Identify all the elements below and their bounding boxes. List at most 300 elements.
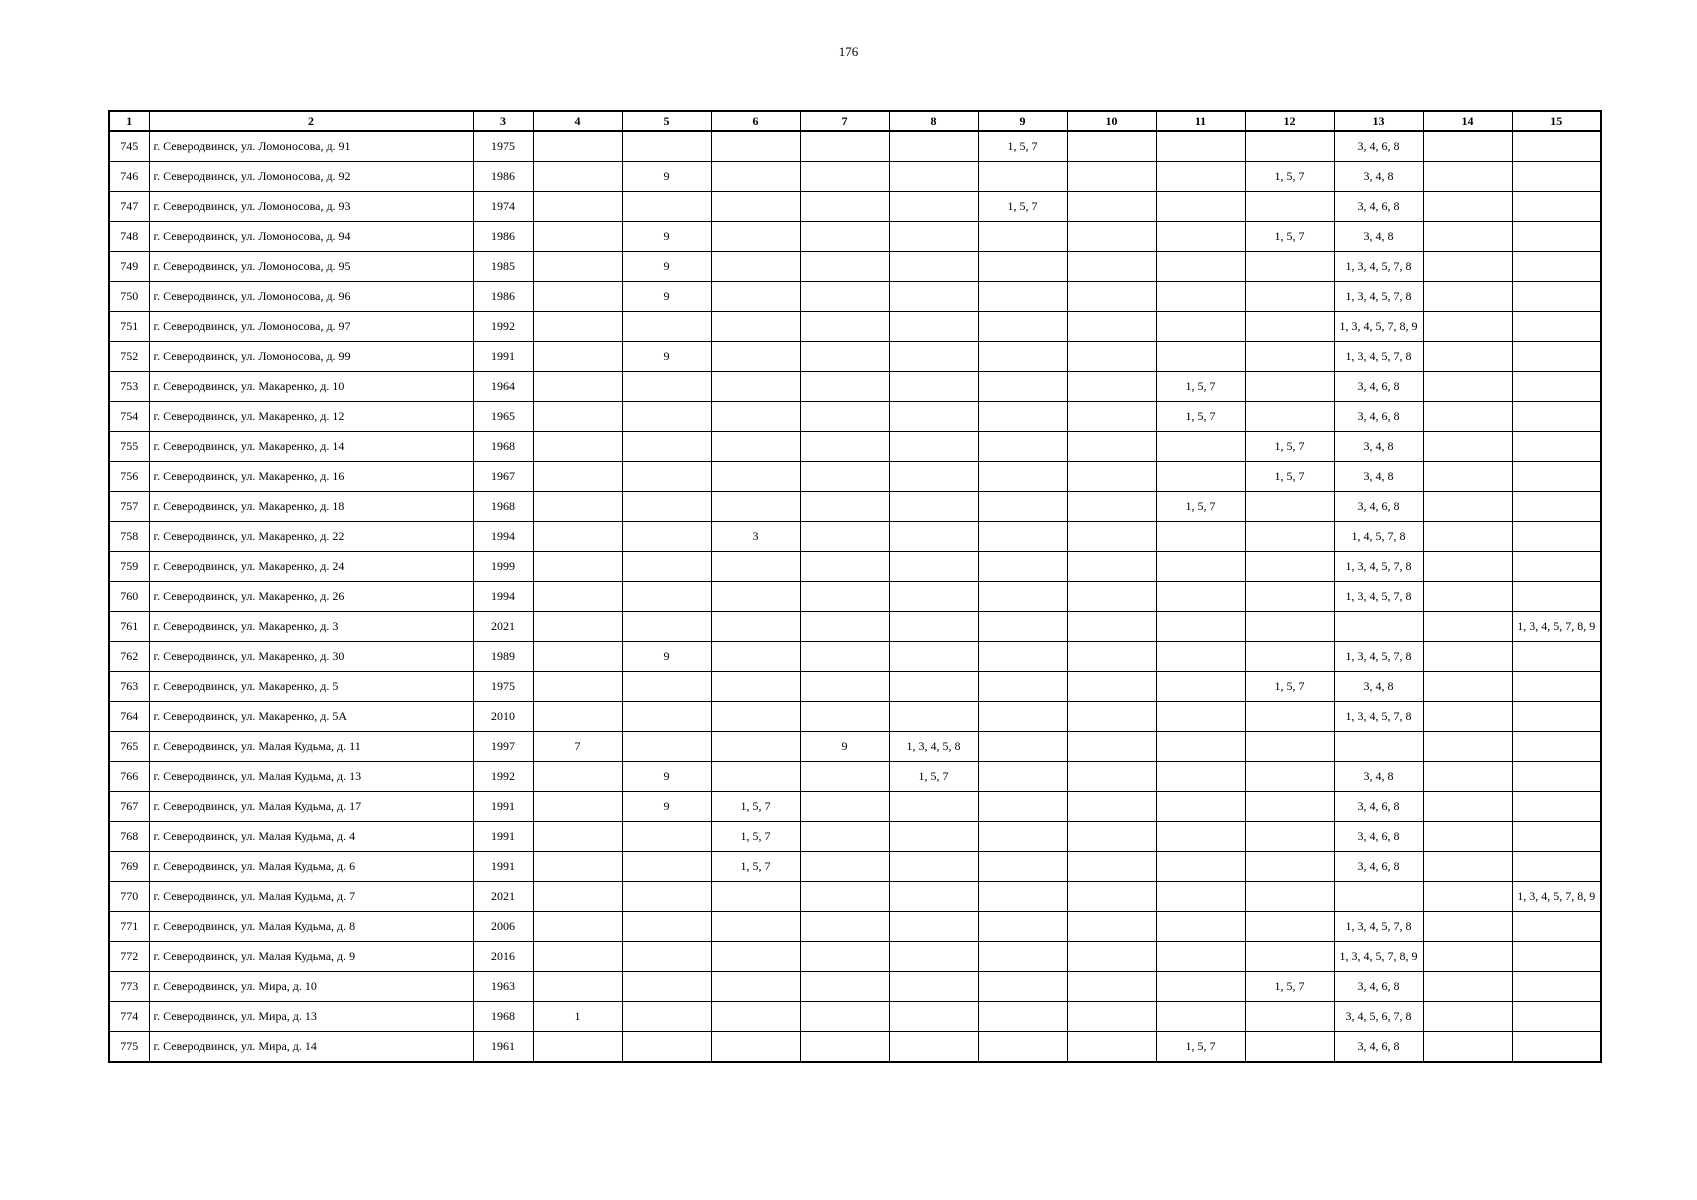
table-cell: [800, 1002, 889, 1032]
row-number-cell: 754: [109, 402, 149, 432]
table-cell: [978, 372, 1067, 402]
table-cell: [1512, 162, 1601, 192]
year-cell: 1968: [473, 492, 533, 522]
table-cell: [800, 642, 889, 672]
table-cell: [1512, 702, 1601, 732]
table-cell: 3, 4, 5, 6, 7, 8: [1334, 1002, 1423, 1032]
year-cell: 1964: [473, 372, 533, 402]
table-cell: [711, 972, 800, 1002]
year-cell: 1968: [473, 1002, 533, 1032]
table-cell: [1067, 612, 1156, 642]
table-cell: 1, 5, 7: [889, 762, 978, 792]
year-cell: 1991: [473, 822, 533, 852]
address-cell: г. Северодвинск, ул. Малая Кудьма, д. 17: [149, 792, 473, 822]
address-cell: г. Северодвинск, ул. Малая Кудьма, д. 13: [149, 762, 473, 792]
table-cell: [800, 792, 889, 822]
table-cell: 3, 4, 6, 8: [1334, 972, 1423, 1002]
table-cell: [711, 312, 800, 342]
table-cell: 1, 3, 4, 5, 7, 8: [1334, 342, 1423, 372]
table-row: [109, 402, 1601, 432]
table-cell: [978, 882, 1067, 912]
table-cell: [1423, 852, 1512, 882]
year-cell: 1994: [473, 582, 533, 612]
table-cell: [533, 912, 622, 942]
year-cell: 1975: [473, 672, 533, 702]
table-cell: [1334, 882, 1423, 912]
year-cell: 2021: [473, 612, 533, 642]
table-cell: [978, 732, 1067, 762]
table-cell: [711, 372, 800, 402]
address-cell: г. Северодвинск, ул. Макаренко, д. 5А: [149, 702, 473, 732]
address-cell: г. Северодвинск, ул. Ломоносова, д. 93: [149, 192, 473, 222]
table-cell: 1, 3, 4, 5, 7, 8, 9: [1512, 612, 1601, 642]
table-cell: [1423, 582, 1512, 612]
table-cell: [622, 702, 711, 732]
column-header-2: 2: [149, 111, 473, 131]
table-cell: [1156, 312, 1245, 342]
table-cell: [978, 822, 1067, 852]
table-cell: [533, 822, 622, 852]
table-cell: [533, 342, 622, 372]
table-cell: [1423, 312, 1512, 342]
table-cell: [622, 882, 711, 912]
table-cell: [711, 942, 800, 972]
table-cell: [711, 462, 800, 492]
table-cell: 9: [622, 252, 711, 282]
column-header-3: 3: [473, 111, 533, 131]
row-number-cell: 761: [109, 612, 149, 642]
table-cell: [622, 131, 711, 162]
row-number-cell: 766: [109, 762, 149, 792]
table-cell: [622, 462, 711, 492]
table-cell: [978, 672, 1067, 702]
table-cell: 1, 3, 4, 5, 7, 8, 9: [1512, 882, 1601, 912]
table-cell: [1067, 402, 1156, 432]
table-cell: [1245, 522, 1334, 552]
row-number-cell: 745: [109, 131, 149, 162]
table-cell: [978, 1002, 1067, 1032]
table-cell: [711, 432, 800, 462]
table-cell: [711, 882, 800, 912]
table-cell: [889, 222, 978, 252]
table-cell: [1512, 1032, 1601, 1063]
table-row: [109, 1002, 1601, 1032]
table-cell: [800, 672, 889, 702]
table-cell: [889, 1002, 978, 1032]
table-cell: [1512, 222, 1601, 252]
table-cell: 1, 3, 4, 5, 7, 8: [1334, 582, 1423, 612]
table-row: [109, 162, 1601, 192]
table-cell: [889, 582, 978, 612]
table-cell: [978, 612, 1067, 642]
table-cell: [533, 672, 622, 702]
table-row: [109, 462, 1601, 492]
table-cell: [533, 642, 622, 672]
table-cell: [1067, 852, 1156, 882]
table-cell: [711, 222, 800, 252]
table-cell: [800, 822, 889, 852]
table-cell: 3, 4, 8: [1334, 162, 1423, 192]
table-cell: [1334, 612, 1423, 642]
table-cell: [533, 852, 622, 882]
table-cell: [1067, 822, 1156, 852]
table-cell: [622, 372, 711, 402]
column-header-11: 11: [1156, 111, 1245, 131]
address-cell: г. Северодвинск, ул. Макаренко, д. 30: [149, 642, 473, 672]
table-cell: [800, 1032, 889, 1063]
table-cell: [533, 582, 622, 612]
table-row: [109, 192, 1601, 222]
address-cell: г. Северодвинск, ул. Макаренко, д. 3: [149, 612, 473, 642]
table-cell: [1512, 912, 1601, 942]
table-cell: [1245, 582, 1334, 612]
column-header-6: 6: [711, 111, 800, 131]
table-cell: 3: [711, 522, 800, 552]
table-cell: [1245, 852, 1334, 882]
table-header: [109, 111, 1601, 131]
table-cell: [800, 702, 889, 732]
table-cell: [978, 162, 1067, 192]
table-cell: [1512, 852, 1601, 882]
table-cell: [1245, 882, 1334, 912]
table-cell: [800, 192, 889, 222]
table-cell: [1156, 131, 1245, 162]
table-cell: [533, 312, 622, 342]
table-cell: [622, 492, 711, 522]
table-cell: [1423, 222, 1512, 252]
table-cell: 1, 5, 7: [711, 792, 800, 822]
table-cell: [800, 162, 889, 192]
column-header-14: 14: [1423, 111, 1512, 131]
table-cell: [1245, 282, 1334, 312]
table-cell: [622, 1002, 711, 1032]
address-cell: г. Северодвинск, ул. Мира, д. 10: [149, 972, 473, 1002]
table-cell: 1, 4, 5, 7, 8: [1334, 522, 1423, 552]
table-cell: [533, 792, 622, 822]
table-cell: [889, 162, 978, 192]
table-cell: 7: [533, 732, 622, 762]
table-cell: 1, 3, 4, 5, 7, 8: [1334, 552, 1423, 582]
table-cell: [1512, 282, 1601, 312]
table-cell: [1512, 1002, 1601, 1032]
table-cell: [1156, 432, 1245, 462]
table-cell: [800, 432, 889, 462]
year-cell: 1961: [473, 1032, 533, 1063]
table-cell: [711, 702, 800, 732]
table-cell: [1423, 612, 1512, 642]
address-cell: г. Северодвинск, ул. Макаренко, д. 16: [149, 462, 473, 492]
row-number-cell: 769: [109, 852, 149, 882]
table-cell: [1156, 642, 1245, 672]
table-cell: [978, 942, 1067, 972]
table-cell: 1, 5, 7: [1245, 972, 1334, 1002]
table-cell: [800, 492, 889, 522]
table-cell: [889, 912, 978, 942]
year-cell: 1986: [473, 282, 533, 312]
table-cell: [1156, 612, 1245, 642]
table-cell: [1245, 342, 1334, 372]
table-cell: [800, 372, 889, 402]
table-cell: [711, 492, 800, 522]
year-cell: 1994: [473, 522, 533, 552]
table-cell: [1067, 912, 1156, 942]
table-cell: [1156, 162, 1245, 192]
table-cell: [889, 312, 978, 342]
table-row: [109, 912, 1601, 942]
row-number-cell: 763: [109, 672, 149, 702]
table-cell: [1423, 822, 1512, 852]
year-cell: 1975: [473, 131, 533, 162]
table-cell: [1512, 131, 1601, 162]
table-cell: 1, 3, 4, 5, 8: [889, 732, 978, 762]
table-cell: [711, 672, 800, 702]
table-cell: [711, 612, 800, 642]
table-row: [109, 882, 1601, 912]
table-cell: [800, 912, 889, 942]
table-cell: [622, 732, 711, 762]
table-cell: 9: [622, 762, 711, 792]
table-cell: [1423, 702, 1512, 732]
table-cell: [1423, 942, 1512, 972]
table-row: [109, 492, 1601, 522]
table-cell: [889, 942, 978, 972]
table-row: [109, 672, 1601, 702]
table-cell: [889, 282, 978, 312]
table-cell: [1512, 762, 1601, 792]
table-cell: [889, 552, 978, 582]
table-row: [109, 372, 1601, 402]
table-cell: 1: [533, 1002, 622, 1032]
address-cell: г. Северодвинск, ул. Мира, д. 13: [149, 1002, 473, 1032]
row-number-cell: 767: [109, 792, 149, 822]
table-cell: [622, 1032, 711, 1063]
table-cell: [1245, 252, 1334, 282]
address-cell: г. Северодвинск, ул. Ломоносова, д. 97: [149, 312, 473, 342]
table-cell: 9: [622, 792, 711, 822]
row-number-cell: 753: [109, 372, 149, 402]
table-cell: [533, 432, 622, 462]
table-cell: [1156, 192, 1245, 222]
year-cell: 1992: [473, 762, 533, 792]
row-number-cell: 756: [109, 462, 149, 492]
table-cell: [800, 282, 889, 312]
table-cell: [978, 552, 1067, 582]
table-cell: [533, 522, 622, 552]
row-number-cell: 765: [109, 732, 149, 762]
table-cell: [1156, 792, 1245, 822]
table-cell: [1423, 402, 1512, 432]
table-cell: [1512, 492, 1601, 522]
table-cell: [800, 252, 889, 282]
table-cell: [711, 282, 800, 312]
year-cell: 1963: [473, 972, 533, 1002]
table-cell: [800, 312, 889, 342]
table-cell: [533, 131, 622, 162]
table-cell: [889, 1032, 978, 1063]
table-cell: [1512, 792, 1601, 822]
table-cell: [978, 1032, 1067, 1063]
row-number-cell: 758: [109, 522, 149, 552]
column-header-5: 5: [622, 111, 711, 131]
table-cell: 1, 5, 7: [1156, 492, 1245, 522]
table-cell: [1067, 492, 1156, 522]
table-cell: [978, 972, 1067, 1002]
table-cell: [1067, 582, 1156, 612]
table-row: [109, 702, 1601, 732]
table-cell: [889, 252, 978, 282]
row-number-cell: 773: [109, 972, 149, 1002]
address-cell: г. Северодвинск, ул. Малая Кудьма, д. 9: [149, 942, 473, 972]
row-number-cell: 775: [109, 1032, 149, 1063]
table-row: [109, 131, 1601, 162]
table-cell: 1, 3, 4, 5, 7, 8, 9: [1334, 942, 1423, 972]
row-number-cell: 751: [109, 312, 149, 342]
table-cell: 1, 5, 7: [1156, 402, 1245, 432]
table-cell: [1423, 762, 1512, 792]
table-cell: [622, 612, 711, 642]
table-cell: [711, 131, 800, 162]
table-cell: [711, 642, 800, 672]
table-cell: [1156, 1002, 1245, 1032]
address-cell: г. Северодвинск, ул. Малая Кудьма, д. 8: [149, 912, 473, 942]
table-cell: [978, 762, 1067, 792]
row-number-cell: 774: [109, 1002, 149, 1032]
row-number-cell: 746: [109, 162, 149, 192]
column-header-13: 13: [1334, 111, 1423, 131]
table-cell: [1423, 1002, 1512, 1032]
table-cell: [1067, 372, 1156, 402]
table-cell: [1512, 312, 1601, 342]
table-cell: [1423, 432, 1512, 462]
table-row: [109, 252, 1601, 282]
table-row: [109, 552, 1601, 582]
table-row: [109, 732, 1601, 762]
table-cell: [978, 312, 1067, 342]
table-cell: [622, 972, 711, 1002]
address-cell: г. Северодвинск, ул. Мира, д. 14: [149, 1032, 473, 1063]
table-cell: [1423, 252, 1512, 282]
table-cell: [889, 852, 978, 882]
table-cell: [800, 342, 889, 372]
table-cell: [1156, 552, 1245, 582]
table-cell: [800, 852, 889, 882]
table-cell: [978, 642, 1067, 672]
table-cell: [889, 792, 978, 822]
table-cell: [889, 522, 978, 552]
table-cell: [533, 762, 622, 792]
table-cell: [978, 222, 1067, 252]
table-cell: [1423, 972, 1512, 1002]
table-cell: [978, 582, 1067, 612]
table-cell: 9: [622, 642, 711, 672]
table-cell: [1156, 672, 1245, 702]
table-cell: 3, 4, 8: [1334, 672, 1423, 702]
table-cell: [1245, 942, 1334, 972]
table-cell: [978, 252, 1067, 282]
year-cell: 2021: [473, 882, 533, 912]
table-cell: [800, 402, 889, 432]
table-cell: 3, 4, 6, 8: [1334, 131, 1423, 162]
table-cell: 3, 4, 8: [1334, 222, 1423, 252]
table-row: [109, 432, 1601, 462]
table-cell: [978, 792, 1067, 822]
address-cell: г. Северодвинск, ул. Макаренко, д. 5: [149, 672, 473, 702]
table-cell: [622, 522, 711, 552]
column-header-1: 1: [109, 111, 149, 131]
table-cell: [1245, 822, 1334, 852]
row-number-cell: 768: [109, 822, 149, 852]
table-cell: [1512, 462, 1601, 492]
table-cell: [1512, 732, 1601, 762]
address-cell: г. Северодвинск, ул. Макаренко, д. 14: [149, 432, 473, 462]
table-cell: 1, 5, 7: [1156, 1032, 1245, 1063]
address-cell: г. Северодвинск, ул. Малая Кудьма, д. 11: [149, 732, 473, 762]
table-row: [109, 342, 1601, 372]
table-cell: [1245, 312, 1334, 342]
table-row: [109, 612, 1601, 642]
table-cell: 3, 4, 6, 8: [1334, 372, 1423, 402]
table-cell: [978, 402, 1067, 432]
table-cell: [1067, 342, 1156, 372]
table-cell: 3, 4, 6, 8: [1334, 792, 1423, 822]
table-cell: [1423, 492, 1512, 522]
table-cell: [533, 192, 622, 222]
table-cell: 3, 4, 6, 8: [1334, 402, 1423, 432]
column-header-12: 12: [1245, 111, 1334, 131]
table-cell: [889, 612, 978, 642]
table-cell: [1156, 282, 1245, 312]
year-cell: 1999: [473, 552, 533, 582]
table-cell: 3, 4, 8: [1334, 432, 1423, 462]
row-number-cell: 771: [109, 912, 149, 942]
table-cell: [622, 672, 711, 702]
table-cell: 3, 4, 6, 8: [1334, 822, 1423, 852]
address-cell: г. Северодвинск, ул. Макаренко, д. 26: [149, 582, 473, 612]
row-number-cell: 752: [109, 342, 149, 372]
table-cell: [889, 372, 978, 402]
table-row: [109, 222, 1601, 252]
year-cell: 1991: [473, 342, 533, 372]
table-cell: [1156, 732, 1245, 762]
table-cell: 9: [622, 162, 711, 192]
table-cell: [978, 912, 1067, 942]
table-cell: [1423, 882, 1512, 912]
table-cell: 3, 4, 8: [1334, 462, 1423, 492]
year-cell: 1985: [473, 252, 533, 282]
table-cell: 3, 4, 8: [1334, 762, 1423, 792]
table-cell: [711, 552, 800, 582]
table-cell: [1067, 732, 1156, 762]
table-cell: [978, 492, 1067, 522]
table-cell: [800, 582, 889, 612]
table-cell: [622, 192, 711, 222]
table-cell: [1512, 432, 1601, 462]
table-cell: [533, 702, 622, 732]
year-cell: 1991: [473, 792, 533, 822]
row-number-cell: 764: [109, 702, 149, 732]
table-row: [109, 942, 1601, 972]
table-cell: [1423, 642, 1512, 672]
table-cell: [889, 822, 978, 852]
table-cell: [622, 942, 711, 972]
row-number-cell: 762: [109, 642, 149, 672]
table-cell: [1067, 1002, 1156, 1032]
table-cell: [1423, 1032, 1512, 1063]
table-cell: [622, 852, 711, 882]
table-cell: [800, 552, 889, 582]
table-cell: [533, 972, 622, 1002]
row-number-cell: 770: [109, 882, 149, 912]
